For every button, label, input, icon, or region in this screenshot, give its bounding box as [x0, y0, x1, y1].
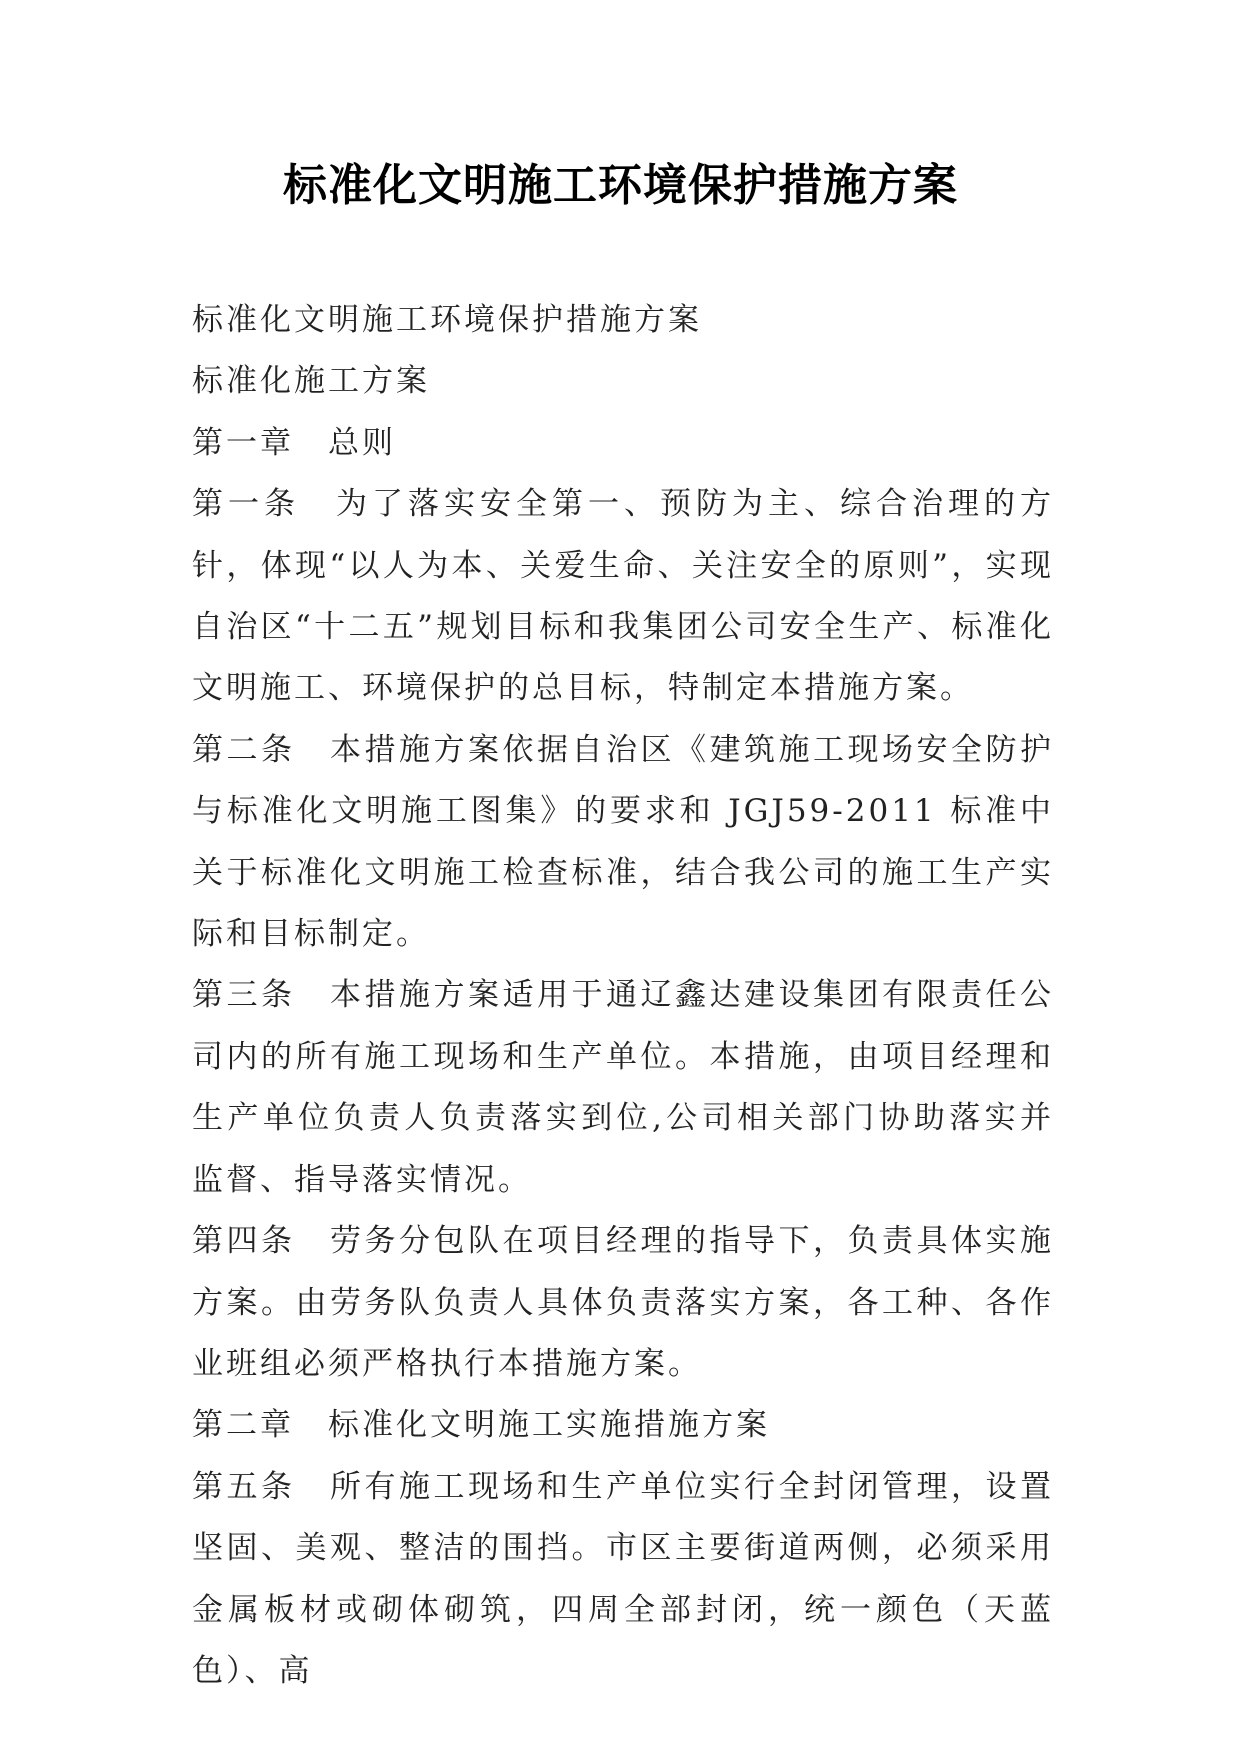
- paragraph-subtitle: 标准化文明施工环境保护措施方案: [192, 302, 702, 338]
- article-2: 第二条 本措施方案依据自治区《建筑施工现场安全防护与标准化文明施工图集》的要求和 JGJ59-2011 标准中关于标准化文明施工检查标准，结合我公司的施工生产实际和目标制定。: [192, 731, 1054, 953]
- article-5: 第五条 所有施工现场和生产单位实行全封闭管理，设置坚固、美观、整洁的围挡。市区主要街道两侧，必须采用金属板材或砌体砌筑，四周全部封闭，统一颜色（天蓝色）、高: [192, 1468, 1054, 1689]
- article-3: 第三条 本措施方案适用于通辽鑫达建设集团有限责任公司内的所有施工现场和生产单位。本措施，由项目经理和生产单位负责人负责落实到位,公司相关部门协助落实并监督、指导落实情况。: [192, 977, 1054, 1198]
- article-4: 第四条 劳务分包队在项目经理的指导下，负责具体实施方案。由劳务队负责人具体负责落实方案，各工种、各作业班组必须严格执行本措施方案。: [192, 1223, 1054, 1382]
- chapter-heading-2: 第二章 标准化文明施工实施措施方案: [192, 1407, 770, 1444]
- document-title: 标准化文明施工环境保护措施方案: [283, 160, 958, 211]
- document-body: [192, 290, 1054, 1702]
- chapter-heading-1: 第一章 总则: [192, 424, 396, 461]
- paragraph-plan-name: 标准化施工方案: [192, 363, 430, 400]
- article-1: 第一条 为了落实安全第一、预防为主、综合治理的方针，体现“以人为本、关爱生命、关注安全的原则”，实现自治区“十二五”规划目标和我集团公司安全生产、标准化文明施工、环境保护的总目标，特制定本措施方案。: [192, 486, 1054, 707]
